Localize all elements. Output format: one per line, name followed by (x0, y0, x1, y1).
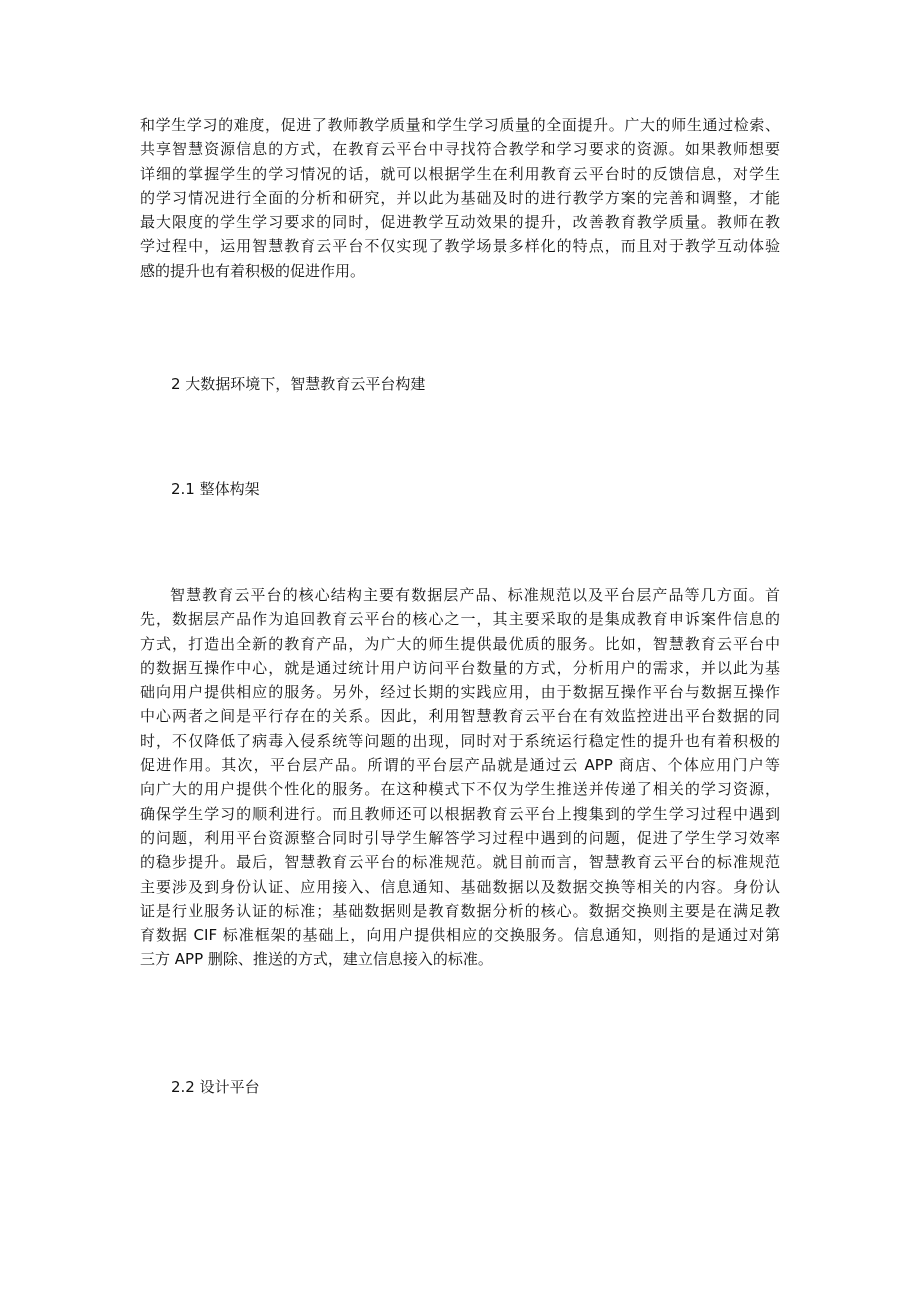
section-heading-2-2: 2.2 设计平台 (171, 1078, 260, 1096)
paragraph-line: 感的提升也有着积极的促进作用。 (140, 261, 366, 280)
paragraph-line: 智慧教育云平台的核心结构主要有数据层产品、标准规范以及平台层产品等几方面。首 (170, 586, 780, 604)
paragraph-line: 中心两者之间是平行存在的关系。因此，利用智慧教育云平台在有效监控进出平台数据的同 (140, 707, 780, 726)
paragraph-line: 确保学生学习的顺利进行。而且教师还可以根据教育云平台上搜集到的学生学习过程中遇到 (140, 804, 780, 823)
paragraph-line: 三方 APP 删除、推送的方式，建立信息接入的标准。 (140, 950, 493, 969)
body-paragraph-1 (140, 113, 780, 283)
paragraph-line: 的问题，利用平台资源整合同时引导学生解答学习过程中遇到的问题，促进了学生学习效率 (140, 828, 780, 847)
section-heading-2-1: 2.1 整体构架 (171, 480, 260, 498)
paragraph-line: 的学习情况进行全面的分析和研究，并以此为基础及时的进行教学方案的完善和调整，才能 (140, 188, 780, 207)
paragraph-line: 学过程中，运用智慧教育云平台不仅实现了教学场景多样化的特点，而且对于教学互动体验 (140, 237, 780, 256)
paragraph-line: 和学生学习的难度，促进了教师教学质量和学生学习质量的全面提升。广大的师生通过检索、 (140, 116, 780, 134)
paragraph-line: 育数据 CIF 标准框架的基础上，向用户提供相应的交换服务。信息通知，则指的是通过对第 (140, 926, 780, 945)
paragraph-line: 的数据互操作中心，就是通过统计用户访问平台数量的方式，分析用户的需求，并以此为基 (140, 658, 780, 677)
paragraph-line: 证是行业服务认证的标准；基础数据则是教育数据分析的核心。数据交换则主要是在满足教 (140, 901, 780, 920)
paragraph-line: 向广大的用户提供个性化的服务。在这种模式下不仅为学生推送并传递了相关的学习资源， (140, 780, 780, 799)
paragraph-line: 方式，打造出全新的教育产品，为广大的师生提供最优质的服务。比如，智慧教育云平台中 (140, 634, 780, 653)
paragraph-line: 时，不仅降低了病毒入侵系统等问题的出现，同时对于系统运行稳定性的提升也有着积极的 (140, 731, 780, 750)
paragraph-line: 先，数据层产品作为追回教育云平台的核心之一，其主要采取的是集成教育申诉案件信息的 (140, 610, 780, 629)
paragraph-line: 详细的掌握学生的学习情况的话，就可以根据学生在利用教育云平台时的反馈信息，对学生 (140, 164, 780, 183)
section-heading-2: 2 大数据环境下，智慧教育云平台构建 (171, 375, 426, 393)
paragraph-line: 的稳步提升。最后，智慧教育云平台的标准规范。就目前而言，智慧教育云平台的标准规范 (140, 853, 780, 872)
paragraph-line: 促进作用。其次，平台层产品。所谓的平台层产品就是通过云 APP 商店、个体应用门户等 (140, 756, 780, 775)
paragraph-line: 最大限度的学生学习要求的同时，促进教学互动效果的提升，改善教育教学质量。教师在教 (140, 213, 780, 232)
body-paragraph-2 (140, 583, 780, 972)
paragraph-line: 础向用户提供相应的服务。另外，经过长期的实践应用，由于数据互操作平台与数据互操作 (140, 683, 780, 702)
paragraph-line: 主要涉及到身份认证、应用接入、信息通知、基础数据以及数据交换等相关的内容。身份认 (140, 877, 780, 896)
paragraph-line: 共享智慧资源信息的方式，在教育云平台中寻找符合教学和学习要求的资源。如果教师想要 (140, 140, 780, 159)
